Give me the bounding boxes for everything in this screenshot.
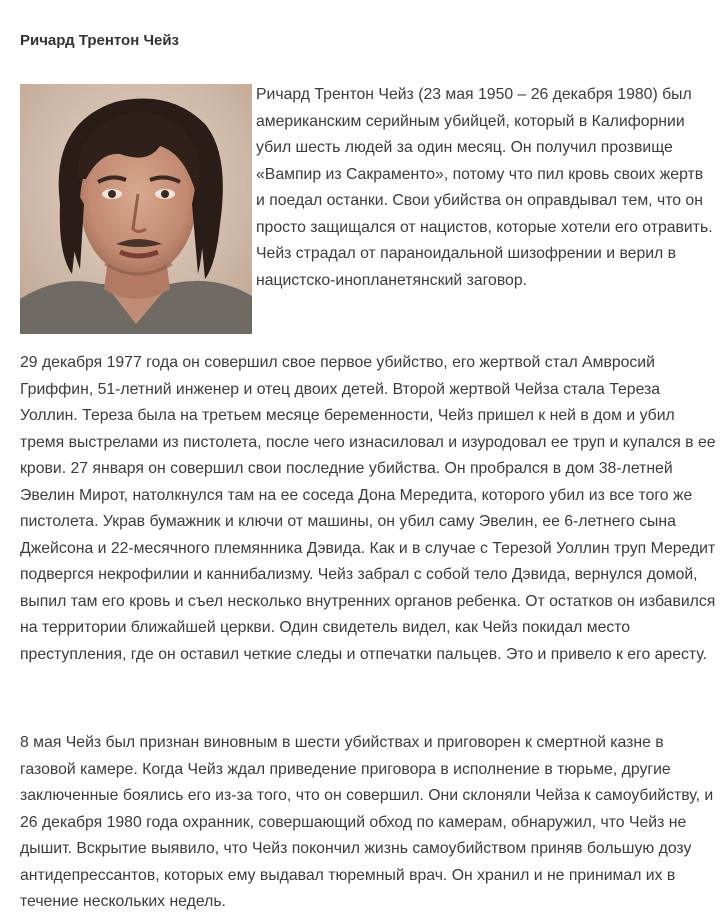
intro-paragraph: Ричард Трентон Чейз (23 мая 1950 – 26 декабря 1980) был американским серийным убийцей, который в Калифорнии убил шесть людей за один месяц. Он получил прозвище «Вампир из Сакраменто», потому что пил кровь своих жертв и поедал останки. Свои убийства он оправдывал тем, что он просто защищался от нацистов, которые хотели его отравить. Чейз страдал от параноидальной шизофрении и верил в нацистско-инопланетянский заговор. [256, 86, 713, 289]
article-title: Ричард Трентон Чейз [20, 32, 180, 49]
portrait-photo [20, 84, 252, 334]
paragraph-verdict: 8 мая Чейз был признан виновным в шести убийствах и приговорен к смертной казне в газовой камере. Когда Чейз ждал приведение приговора в исполнение в тюрьме, другие заключенные боялись его из-за того, что он совершил. Они склоняли Чейза к самоубийству, и 26 декабря 1980 года охранник, совершающий обход по камерам, обнаружил, что Чейз не дышит. Вскрытие выявило, что Чейз покончил жизнь самоубийством приняв большую дозу антидепрессантов, которых ему выдавал тюремный врач. Он хранил и не принимал их в течение нескольких недель. [20, 734, 714, 910]
paragraph-crimes: 29 декабря 1977 года он совершил свое первое убийство, его жертвой стал Амвросий Гриффин, 51-летний инженер и отец двоих детей. Второй жертвой Чейза стала Тереза Уоллин. Тереза была на третьем месяце беременности, Чейз пришел к ней в дом и убил тремя выстрелами из пистолета, после чего изнасиловал и изуродовал ее труп и купался в ее крови. 27 января он совершил свои последние убийства. Он пробрался в дом 38-летней Эвелин Мирот, натолкнулся там на ее соседа Дона Мередита, которого убил из все того же пистолета. Украв бумажник и ключи от машины, он убил саму Эвелин, ее 6-летнего сына Джейсона и 22-месячного племянника Дэвида. Как и в случае с Терезой Уоллин труп Мередит подвергся некрофилии и каннибализму. Чейз забрал с собой тело Дэвида, вернулся домой, выпил там его кровь и съел несколько внутренних органов ребенка. От остатков он избавился на территории ближайшей церкви. Один свидетель видел, как Чейз покидал место преступления, где он оставил четкие следы и отпечатки пальцев. Это и привело к его аресту. [20, 354, 716, 663]
portrait-image [20, 84, 252, 334]
